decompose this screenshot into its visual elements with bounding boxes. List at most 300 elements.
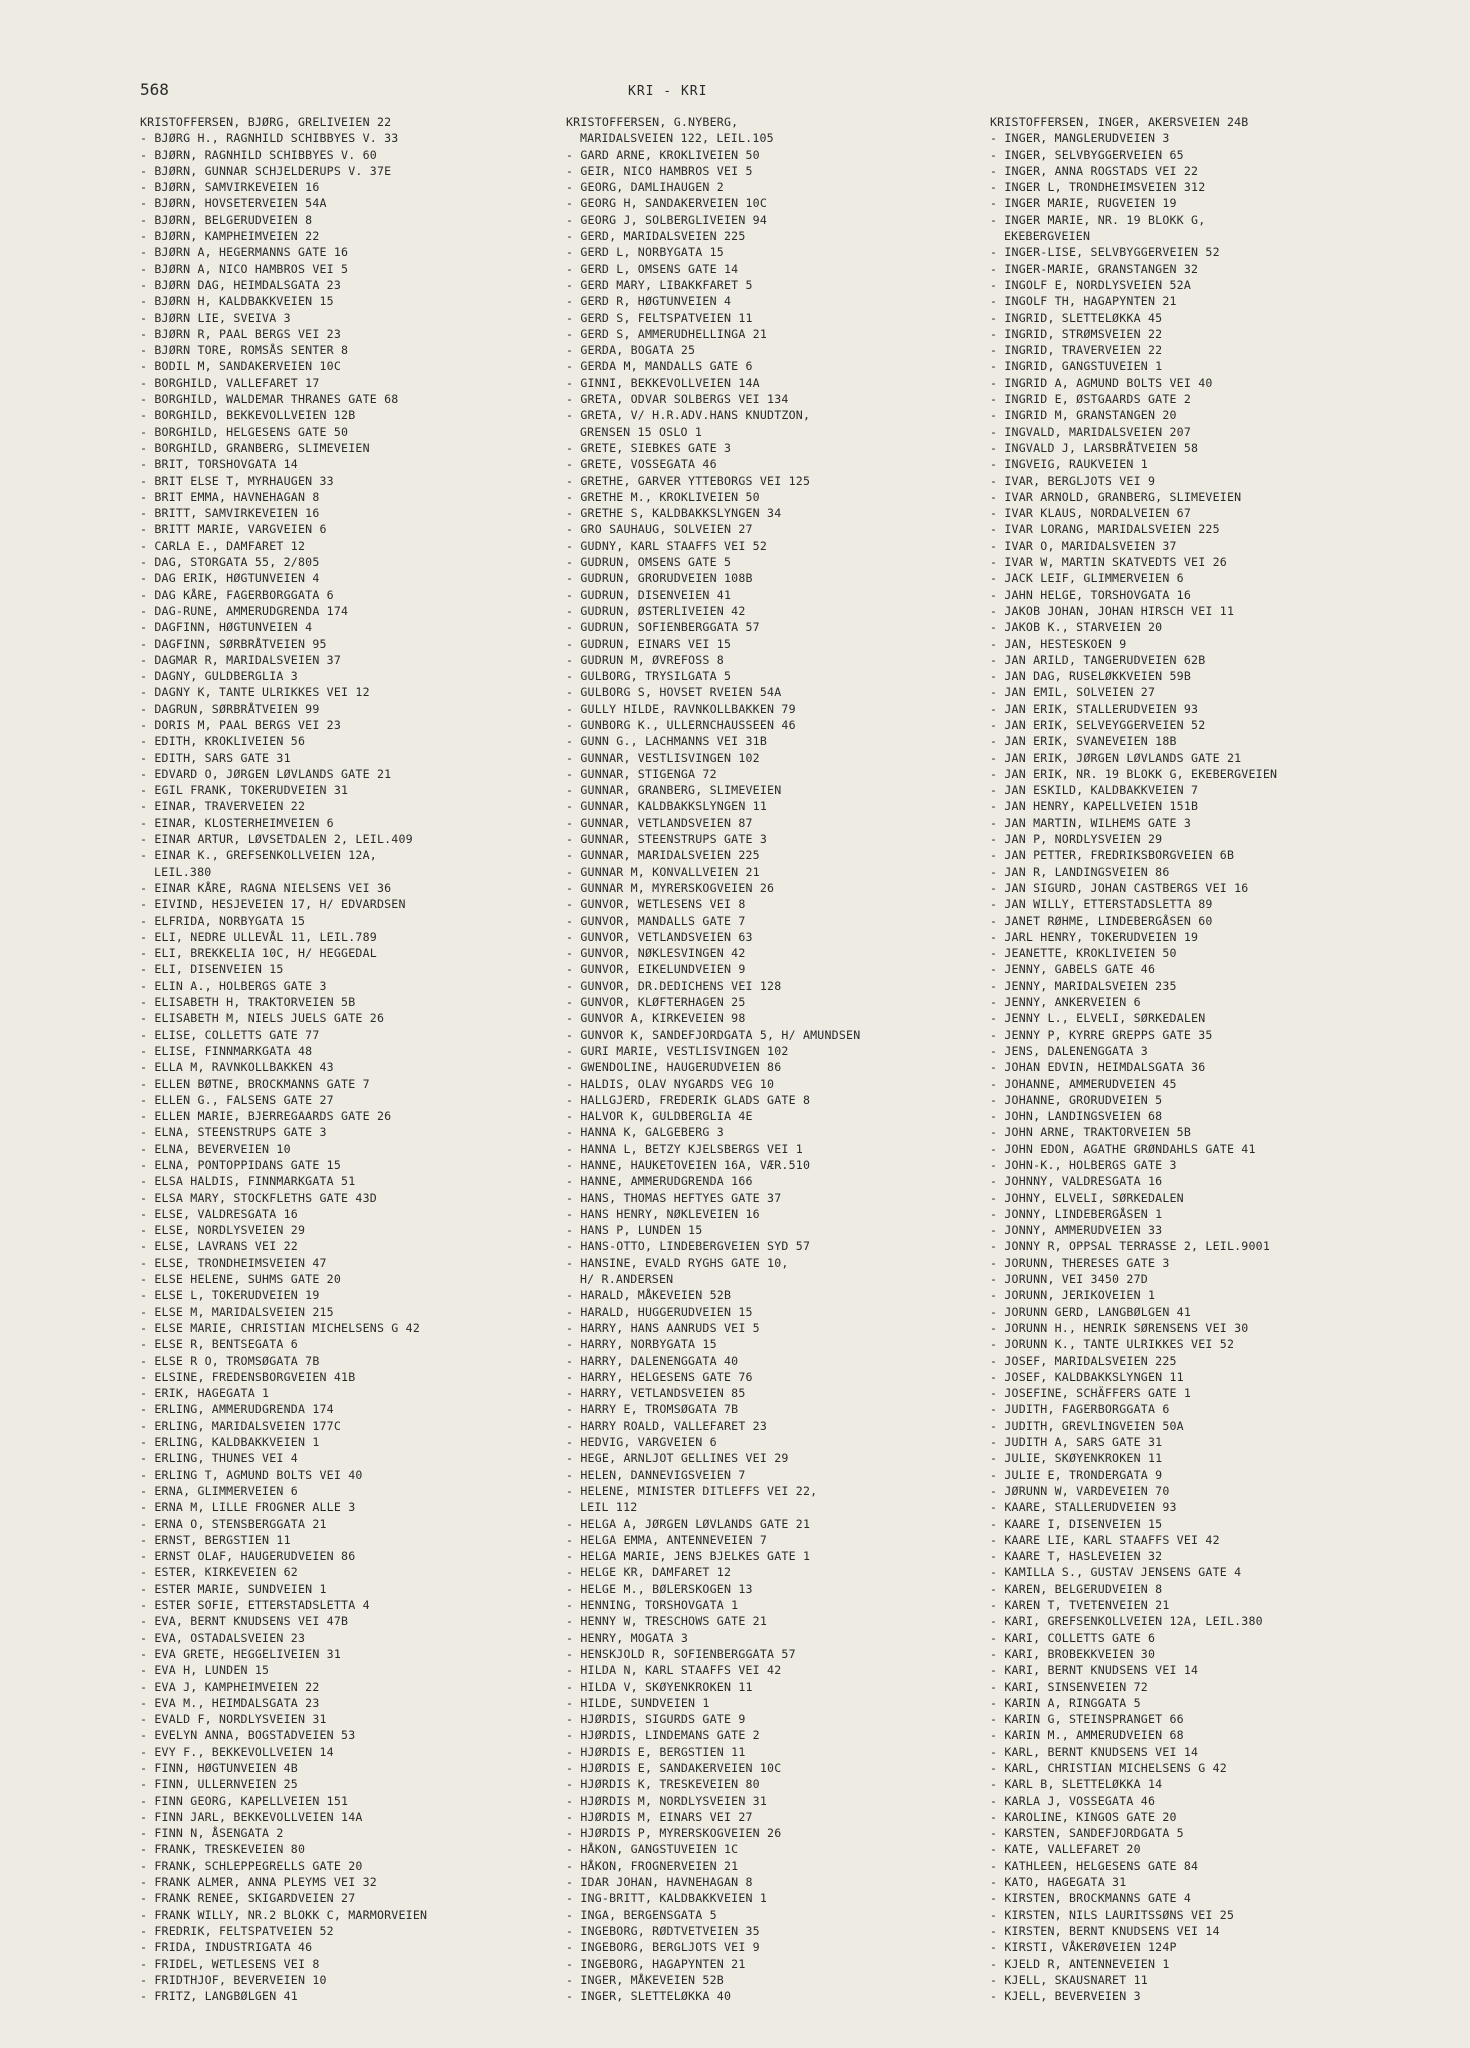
directory-entry: - HANS HENRY, NØKLEVEIEN 16 [566, 1206, 760, 1221]
directory-entry: - GUDRUN, GRORUDVEIEN 108B [566, 571, 753, 586]
directory-entry: - GRETHE M., KROKLIVEIEN 50 [566, 489, 760, 504]
directory-entry: - JACK LEIF, GLIMMERVEIEN 6 [990, 571, 1184, 586]
directory-entry: - GUNVOR K, SANDEFJORDGATA 5, H/ AMUNDSEN [566, 1027, 861, 1042]
directory-entry: - GUNVOR, KLØFTERHAGEN 25 [566, 995, 746, 1010]
directory-entry: - JOHANNE, GRORUDVEIEN 5 [990, 1092, 1163, 1107]
directory-entry: - GUNVOR, EIKELUNDVEIEN 9 [566, 962, 746, 977]
directory-entry: - ELSE MARIE, CHRISTIAN MICHELSENS G 42 [140, 1320, 421, 1335]
directory-entry: - BODIL M, SANDAKERVEIEN 10C [140, 359, 342, 374]
directory-entry: - ELI, DISENVEIEN 15 [140, 962, 284, 977]
directory-entry: - JARL HENRY, TOKERUDVEIEN 19 [990, 929, 1199, 944]
directory-entry: - EVA, OSTADALSVEIEN 23 [140, 1630, 306, 1645]
directory-entry: - GUNVOR, WETLESENS VEI 8 [566, 897, 746, 912]
directory-entry: - IDAR JOHAN, HAVNEHAGAN 8 [566, 1875, 753, 1890]
directory-entry: - ERNST, BERGSTIEN 11 [140, 1532, 291, 1547]
directory-entry: - ELSE M, MARIDALSVEIEN 215 [140, 1304, 334, 1319]
directory-entry: - GERD S, AMMERUDHELLINGA 21 [566, 326, 768, 341]
directory-entry: - JENNY, GABELS GATE 46 [990, 962, 1156, 977]
directory-entry: - ELSE, NORDLYSVEIEN 29 [140, 1223, 306, 1238]
directory-entry: - BJØRN, GUNNAR SCHJELDERUPS V. 37E [140, 163, 392, 178]
directory-entry: - ERNA M, LILLE FROGNER ALLE 3 [140, 1500, 356, 1515]
directory-entry: - GUNNAR M, KONVALLVEIEN 21 [566, 864, 760, 879]
directory-entry: - ERLING, AMMERUDGRENDA 174 [140, 1402, 334, 1417]
directory-entry: - KARL B, SLETTELØKKA 14 [990, 1777, 1163, 1792]
directory-entry: - JOHANNE, AMMERUDVEIEN 45 [990, 1076, 1177, 1091]
directory-entry: - KJELL, BEVERVEIEN 3 [990, 1989, 1141, 2004]
directory-entry: KRISTOFFERSEN, BJØRG, GRELIVEIEN 22 [140, 115, 392, 129]
directory-entry: - FRANK, TRESKEVEIEN 80 [140, 1842, 306, 1857]
directory-entry: - GERD L, OMSENS GATE 14 [566, 261, 739, 276]
directory-entry: - KIRSTI, VÅKERØVEIEN 124P [990, 1940, 1177, 1955]
directory-entry: - JAN ERIK, NR. 19 BLOKK G, EKEBERGVEIEN [990, 766, 1278, 781]
directory-entry: - GUNNAR, VESTLISVINGEN 102 [566, 750, 760, 765]
directory-entry: - HARRY, VETLANDSVEIEN 85 [566, 1386, 746, 1401]
directory-entry: - EDITH, SARS GATE 31 [140, 750, 291, 765]
directory-entry: LEIL.380 [154, 864, 212, 879]
directory-entry: - JØRUNN W, VARDEVEIEN 70 [990, 1483, 1170, 1498]
directory-entry: - HELGE M., BØLERSKOGEN 13 [566, 1581, 753, 1596]
directory-entry: - HANNE, HAUKETOVEIEN 16A, VÆR.510 [566, 1158, 811, 1172]
directory-entry: - ELSE R O, TROMSØGATA 7B [140, 1353, 320, 1368]
directory-entry: - ELNA, STEENSTRUPS GATE 3 [140, 1125, 327, 1140]
directory-entry: - JAKOB K., STARVEIEN 20 [990, 620, 1163, 635]
directory-entry: - GULBORG, TRYSILGATA 5 [566, 669, 732, 684]
directory-entry: - HJØRDIS K, TRESKEVEIEN 80 [566, 1777, 760, 1792]
directory-entry: - INGER MARIE, RUGVEIEN 19 [990, 196, 1177, 211]
directory-entry: KRISTOFFERSEN, INGER, AKERSVEIEN 24B [990, 115, 1249, 129]
directory-entry: - GUDRUN, DISENVEIEN 41 [566, 587, 732, 602]
directory-entry: - INGRID E, ØSTGAARDS GATE 2 [990, 392, 1192, 407]
directory-entry: - ELSE L, TOKERUDVEIEN 19 [140, 1288, 320, 1303]
directory-entry: - HARRY, DALENENGGATA 40 [566, 1353, 739, 1368]
directory-entry: - GUNNAR, STEENSTRUPS GATE 3 [566, 832, 768, 847]
directory-entry: - JAKOB JOHAN, JOHAN HIRSCH VEI 11 [990, 603, 1235, 618]
directory-entry: - HILDE, SUNDVEIEN 1 [566, 1695, 710, 1710]
directory-entry: - INGRID, GANGSTUVEIEN 1 [990, 359, 1163, 374]
directory-entry: - FRANK WILLY, NR.2 BLOKK C, MARMORVEIEN [140, 1907, 428, 1922]
directory-entry: - DAGFINN, SØRBRÅTVEIEN 95 [140, 636, 327, 651]
directory-entry: - KIRSTEN, NILS LAURITSSØNS VEI 25 [990, 1907, 1235, 1922]
directory-entry: - KARI, COLLETTS GATE 6 [990, 1630, 1156, 1645]
directory-entry: - ERLING T, AGMUND BOLTS VEI 40 [140, 1467, 363, 1482]
directory-entry: - HJØRDIS E, BERGSTIEN 11 [566, 1744, 746, 1759]
directory-entry: - GUNBORG K., ULLERNCHAUSSEEN 46 [566, 717, 796, 732]
directory-entry: - ELSA HALDIS, FINNMARKGATA 51 [140, 1174, 356, 1189]
directory-entry: - HARALD, HUGGERUDVEIEN 15 [566, 1304, 753, 1319]
directory-entry: - DAGRUN, SØRBRÅTVEIEN 99 [140, 701, 320, 716]
directory-entry: - GERD L, NORBYGATA 15 [566, 245, 724, 260]
directory-entry: - JENNY, ANKERVEIEN 6 [990, 995, 1141, 1010]
directory-entry: - ELIN A., HOLBERGS GATE 3 [140, 978, 327, 993]
directory-entry: - GWENDOLINE, HAUGERUDVEIEN 86 [566, 1060, 782, 1075]
directory-entry: - FINN, HØGTUNVEIEN 4B [140, 1760, 298, 1775]
directory-entry: - ELISE, FINNMARKGATA 48 [140, 1043, 313, 1058]
directory-entry: - GEORG J, SOLBERGLIVEIEN 94 [566, 212, 768, 227]
directory-entry: - HARRY, HELGESENS GATE 76 [566, 1369, 753, 1384]
directory-entry: - GEORG H, SANDAKERVEIEN 10C [566, 196, 768, 211]
directory-entry: - EVA M., HEIMDALSGATA 23 [140, 1695, 320, 1710]
directory-entry: - DAGNY, GULDBERGLIA 3 [140, 669, 298, 684]
directory-entry: - JORUNN, VEI 3450 27D [990, 1272, 1148, 1287]
directory-entry: - KATE, VALLEFARET 20 [990, 1842, 1141, 1857]
directory-entry: - BRIT, TORSHOVGATA 14 [140, 457, 298, 472]
directory-entry: - BORGHILD, GRANBERG, SLIMEVEIEN [140, 440, 370, 455]
page-number: 568 [140, 80, 169, 99]
directory-entry: - JOHAN EDVIN, HEIMDALSGATA 36 [990, 1060, 1206, 1075]
directory-entry: - ERNST OLAF, HAUGERUDVEIEN 86 [140, 1549, 356, 1564]
directory-entry: - JAN PETTER, FREDRIKSBORGVEIEN 6B [990, 848, 1235, 863]
directory-entry: - JAN ERIK, SELVEYGGERVEIEN 52 [990, 717, 1206, 732]
directory-entry: - ELLEN G., FALSENS GATE 27 [140, 1092, 334, 1107]
directory-entry: - JONNY, LINDEBERGÅSEN 1 [990, 1206, 1163, 1221]
directory-entry: - HANSINE, EVALD RYGHS GATE 10, [566, 1255, 789, 1270]
directory-entry: - EVELYN ANNA, BOGSTADVEIEN 53 [140, 1728, 356, 1743]
directory-entry: - JAN P, NORDLYSVEIEN 29 [990, 832, 1163, 847]
directory-entry: - BJØRN, SAMVIRKEVEIEN 16 [140, 180, 320, 195]
directory-entry: - HARRY, HANS AANRUDS VEI 5 [566, 1320, 760, 1335]
directory-entry: - INGER, MÅKEVEIEN 52B [566, 1972, 724, 1987]
directory-entry: - DAGNY K, TANTE ULRIKKES VEI 12 [140, 685, 370, 700]
directory-entry: - JOHNNY, VALDRESGATA 16 [990, 1174, 1163, 1189]
directory-entry: - INGER L, TRONDHEIMSVEIEN 312 [990, 180, 1206, 195]
directory-entry: - HALLGJERD, FREDERIK GLADS GATE 8 [566, 1092, 811, 1107]
directory-entry: - IVAR, BERGLJOTS VEI 9 [990, 473, 1156, 488]
directory-entry: - GERD S, FELTSPATVEIEN 11 [566, 310, 753, 325]
directory-entry: - HARRY, NORBYGATA 15 [566, 1337, 717, 1352]
directory-entry: - EINAR ARTUR, LØVSETDALEN 2, LEIL.409 [140, 832, 413, 847]
directory-entry: - HEGE, ARNLJOT GELLINES VEI 29 [566, 1451, 789, 1466]
directory-entry: - HELGA MARIE, JENS BJELKES GATE 1 [566, 1549, 811, 1564]
directory-entry: - HELGE KR, DAMFARET 12 [566, 1565, 732, 1580]
directory-entry: - JAN WILLY, ETTERSTADSLETTA 89 [990, 897, 1213, 912]
directory-entry: H/ R.ANDERSEN [580, 1272, 674, 1287]
directory-entry: - GERD, MARIDALSVEIEN 225 [566, 229, 746, 244]
directory-entry: - FINN JARL, BEKKEVOLLVEIEN 14A [140, 1809, 363, 1824]
directory-entry: - HARRY ROALD, VALLEFARET 23 [566, 1418, 768, 1433]
directory-entry: - ELISABETH M, NIELS JUELS GATE 26 [140, 1011, 385, 1026]
directory-entry: - GERD R, HØGTUNVEIEN 4 [566, 294, 732, 309]
directory-entry: - GEIR, NICO HAMBROS VEI 5 [566, 163, 753, 178]
directory-entry: - BRIT EMMA, HAVNEHAGAN 8 [140, 489, 320, 504]
directory-entry: - GUDRUN, SOFIENBERGGATA 57 [566, 620, 760, 635]
directory-entry: - KIRSTEN, BERNT KNUDSENS VEI 14 [990, 1923, 1220, 1938]
directory-entry: - EVA J, KAMPHEIMVEIEN 22 [140, 1679, 320, 1694]
directory-entry: - JEANETTE, KROKLIVEIEN 50 [990, 946, 1177, 961]
directory-entry: - KATHLEEN, HELGESENS GATE 84 [990, 1858, 1199, 1873]
directory-entry: - GUNNAR, MARIDALSVEIEN 225 [566, 848, 760, 863]
directory-entry: - JANET RØHME, LINDEBERGÅSEN 60 [990, 913, 1213, 928]
directory-entry: - INGVEIG, RAUKVEIEN 1 [990, 457, 1148, 472]
directory-entry: - BORGHILD, BEKKEVOLLVEIEN 12B [140, 408, 356, 423]
directory-entry: - ERLING, THUNES VEI 4 [140, 1451, 298, 1466]
directory-entry: - KARIN A, RINGGATA 5 [990, 1695, 1141, 1710]
directory-entry: - GRETHE S, KALDBAKKSLYNGEN 34 [566, 506, 782, 521]
directory-entry: - INGER, ANNA ROGSTADS VEI 22 [990, 163, 1199, 178]
directory-entry: - JOSEF, MARIDALSVEIEN 225 [990, 1353, 1177, 1368]
directory-entry: - INGVALD J, LARSBRÅTVEIEN 58 [990, 440, 1199, 455]
directory-entry: - BJØRN A, NICO HAMBROS VEI 5 [140, 261, 349, 276]
directory-entry: LEIL 112 [580, 1500, 638, 1515]
directory-entry: - ELISE, COLLETTS GATE 77 [140, 1027, 320, 1042]
directory-entry: GRENSEN 15 OSLO 1 [580, 424, 703, 439]
directory-entry: - JAN ERIK, SVANEVEIEN 18B [990, 734, 1177, 749]
directory-entry: - EVALD F, NORDLYSVEIEN 31 [140, 1712, 327, 1727]
directory-entry: - HEDVIG, VARGVEIEN 6 [566, 1435, 717, 1450]
directory-entry: - JAN SIGURD, JOHAN CASTBERGS VEI 16 [990, 880, 1249, 895]
directory-entry: - JUDITH, FAGERBORGGATA 6 [990, 1402, 1170, 1417]
directory-entry: - HANNA K, GALGEBERG 3 [566, 1125, 724, 1140]
directory-entry: - JORUNN K., TANTE ULRIKKES VEI 52 [990, 1337, 1235, 1352]
directory-entry: - JONNY R, OPPSAL TERRASSE 2, LEIL.9001 [990, 1239, 1271, 1254]
directory-entry: - EVA, BERNT KNUDSENS VEI 47B [140, 1614, 349, 1629]
directory-entry: - ESTER MARIE, SUNDVEIEN 1 [140, 1581, 327, 1596]
directory-entry: - GUNNAR, STIGENGA 72 [566, 766, 717, 781]
directory-entry: - GINNI, BEKKEVOLLVEIEN 14A [566, 375, 760, 390]
directory-entry: - IVAR O, MARIDALSVEIEN 37 [990, 538, 1177, 553]
directory-entry: - INGER, SELVBYGGERVEIEN 65 [990, 147, 1184, 162]
directory-entry: - EINAR K., GREFSENKOLLVEIEN 12A, [140, 848, 377, 863]
directory-entry: - KAARE LIE, KARL STAAFFS VEI 42 [990, 1532, 1220, 1547]
directory-entry: - JAN, HESTESKOEN 9 [990, 636, 1127, 651]
directory-entry: - GRETHE, GARVER YTTEBORGS VEI 125 [566, 473, 811, 488]
directory-entry: - JOHN, LANDINGSVEIEN 68 [990, 1109, 1163, 1124]
directory-entry: - JAHN HELGE, TORSHOVGATA 16 [990, 587, 1192, 602]
directory-entry: - ELI, NEDRE ULLEVÅL 11, LEIL.789 [140, 929, 377, 944]
directory-entry: - FINN, ULLERNVEIEN 25 [140, 1777, 298, 1792]
directory-entry: - BRITT, SAMVIRKEVEIEN 16 [140, 506, 320, 521]
directory-entry: - HELEN, DANNEVIGSVEIEN 7 [566, 1467, 746, 1482]
directory-entry: - DORIS M, PAAL BERGS VEI 23 [140, 717, 342, 732]
directory-entry: - ELNA, BEVERVEIEN 10 [140, 1141, 291, 1156]
directory-entry: - IVAR ARNOLD, GRANBERG, SLIMEVEIEN [990, 489, 1242, 504]
directory-entry: - JOSEF, KALDBAKKSLYNGEN 11 [990, 1369, 1184, 1384]
directory-entry: - BRIT ELSE T, MYRHAUGEN 33 [140, 473, 334, 488]
directory-entry: - ELSE, VALDRESGATA 16 [140, 1206, 298, 1221]
directory-column-2 [566, 114, 991, 2004]
directory-entry: - HÅKON, FROGNERVEIEN 21 [566, 1858, 739, 1873]
directory-entry: - HALVOR K, GULDBERGLIA 4E [566, 1109, 753, 1124]
directory-entry: - DAGFINN, HØGTUNVEIEN 4 [140, 620, 313, 635]
directory-entry: - INGRID M, GRANSTANGEN 20 [990, 408, 1177, 423]
directory-entry: - ELLA M, RAVNKOLLBAKKEN 43 [140, 1060, 334, 1075]
directory-entry: - BJØRN TORE, ROMSÅS SENTER 8 [140, 343, 349, 358]
directory-entry: - JORUNN H., HENRIK SØRENSENS VEI 30 [990, 1320, 1249, 1335]
directory-entry: - HALDIS, OLAV NYGARDS VEG 10 [566, 1076, 775, 1091]
directory-entry: - ELSINE, FREDENSBORGVEIEN 41B [140, 1369, 356, 1384]
directory-entry: - CARLA E., DAMFARET 12 [140, 538, 306, 553]
directory-entry: - HANS-OTTO, LINDEBERGVEIEN SYD 57 [566, 1239, 811, 1254]
directory-entry: - ELLEN MARIE, BJERREGAARDS GATE 26 [140, 1109, 392, 1124]
directory-entry: - BJØRN DAG, HEIMDALSGATA 23 [140, 277, 342, 292]
directory-entry: - BJØRG H., RAGNHILD SCHIBBYES V. 33 [140, 131, 399, 146]
directory-entry: - BJØRN H, KALDBAKKVEIEN 15 [140, 294, 334, 309]
directory-entry: - DAG ERIK, HØGTUNVEIEN 4 [140, 571, 320, 586]
directory-entry: - KAROLINE, KINGOS GATE 20 [990, 1809, 1177, 1824]
directory-entry: - INGA, BERGENSGATA 5 [566, 1907, 717, 1922]
directory-entry: - DAG KÅRE, FAGERBORGGATA 6 [140, 587, 334, 602]
directory-entry: - IVAR KLAUS, NORDALVEIEN 67 [990, 506, 1192, 521]
directory-entry: - KARI, GREFSENKOLLVEIEN 12A, LEIL.380 [990, 1614, 1263, 1629]
directory-entry: - ELNA, PONTOPPIDANS GATE 15 [140, 1158, 342, 1172]
directory-entry: - JORUNN, THERESES GATE 3 [990, 1255, 1170, 1270]
directory-entry: - ELLEN BØTNE, BROCKMANNS GATE 7 [140, 1076, 370, 1091]
directory-entry: - JAN MARTIN, WILHEMS GATE 3 [990, 815, 1192, 830]
directory-entry: - HENNY W, TRESCHOWS GATE 21 [566, 1614, 768, 1629]
directory-entry: - KAREN, BELGERUDVEIEN 8 [990, 1581, 1163, 1596]
directory-entry: - HANNA L, BETZY KJELSBERGS VEI 1 [566, 1141, 803, 1156]
directory-entry: - JAN ERIK, STALLERUDVEIEN 93 [990, 701, 1199, 716]
directory-entry: - INGER-LISE, SELVBYGGERVEIEN 52 [990, 245, 1220, 260]
directory-entry: - GUNVOR A, KIRKEVEIEN 98 [566, 1011, 746, 1026]
running-header: KRI - KRI [628, 84, 708, 99]
directory-entry: - INGRID A, AGMUND BOLTS VEI 40 [990, 375, 1213, 390]
directory-entry: - HENSKJOLD R, SOFIENBERGGATA 57 [566, 1646, 796, 1661]
directory-entry: - EVA GRETE, HEGGELIVEIEN 31 [140, 1646, 342, 1661]
directory-entry: - BORGHILD, WALDEMAR THRANES GATE 68 [140, 392, 399, 407]
directory-entry: - BJØRN, RAGNHILD SCHIBBYES V. 60 [140, 147, 377, 162]
directory-entry: - GURI MARIE, VESTLISVINGEN 102 [566, 1043, 789, 1058]
directory-entry: - JENS, DALENENGGATA 3 [990, 1043, 1148, 1058]
directory-entry: - INGRID, SLETTELØKKA 45 [990, 310, 1163, 325]
directory-entry: - FRANK, SCHLEPPEGRELLS GATE 20 [140, 1858, 363, 1873]
directory-entry: - GERDA, BOGATA 25 [566, 343, 696, 358]
directory-entry: - JOHN-K., HOLBERGS GATE 3 [990, 1158, 1177, 1172]
directory-entry: - HARRY E, TROMSØGATA 7B [566, 1402, 739, 1417]
directory-entry: - IVAR W, MARTIN SKATVEDTS VEI 26 [990, 555, 1227, 570]
directory-entry: - KAARE T, HASLEVEIEN 32 [990, 1549, 1163, 1564]
directory-entry: - HENRY, MOGATA 3 [566, 1630, 689, 1645]
directory-entry: - HANNE, AMMERUDGRENDA 166 [566, 1174, 753, 1189]
directory-entry: - GUNNAR M, MYRERSKOGVEIEN 26 [566, 880, 775, 895]
directory-entry: - JAN ESKILD, KALDBAKKVEIEN 7 [990, 783, 1199, 798]
directory-entry: - INGER-MARIE, GRANSTANGEN 32 [990, 261, 1199, 276]
directory-entry: - FINN N, ÅSENGATA 2 [140, 1826, 284, 1841]
directory-entry: - EINAR KÅRE, RAGNA NIELSENS VEI 36 [140, 880, 392, 895]
directory-entry: - EINAR, TRAVERVEIEN 22 [140, 799, 306, 814]
directory-entry: - EVY F., BEKKEVOLLVEIEN 14 [140, 1744, 334, 1759]
directory-entry: - BJØRN, KAMPHEIMVEIEN 22 [140, 229, 320, 244]
directory-entry: - INGOLF E, NORDLYSVEIEN 52A [990, 277, 1192, 292]
directory-entry: - ESTER, KIRKEVEIEN 62 [140, 1565, 298, 1580]
directory-entry: - BJØRN A, HEGERMANNS GATE 16 [140, 245, 349, 260]
directory-entry: - KJELD R, ANTENNEVEIEN 1 [990, 1956, 1170, 1971]
directory-entry: - KAARE, STALLERUDVEIEN 93 [990, 1500, 1177, 1515]
directory-entry: - GRETA, V/ H.R.ADV.HANS KNUDTZON, [566, 408, 811, 423]
directory-entry: - ERIK, HAGEGATA 1 [140, 1386, 270, 1401]
directory-entry: - JOHNY, ELVELI, SØRKEDALEN [990, 1190, 1184, 1205]
directory-entry: - GUNN G., LACHMANNS VEI 31B [566, 734, 768, 749]
directory-entry: - ERLING, MARIDALSVEIEN 177C [140, 1418, 342, 1433]
directory-entry: EKEBERGVEIEN [1004, 229, 1091, 244]
directory-entry: - EINAR, KLOSTERHEIMVEIEN 6 [140, 815, 334, 830]
directory-entry: - INGOLF TH, HAGAPYNTEN 21 [990, 294, 1177, 309]
directory-entry: - JENNY P, KYRRE GREPPS GATE 35 [990, 1027, 1213, 1042]
directory-entry: - KARL, CHRISTIAN MICHELSENS G 42 [990, 1760, 1227, 1775]
directory-entry: - GUNVOR, MANDALLS GATE 7 [566, 913, 746, 928]
directory-entry: - KIRSTEN, BROCKMANNS GATE 4 [990, 1891, 1192, 1906]
directory-entry: - INGEBORG, HAGAPYNTEN 21 [566, 1956, 746, 1971]
directory-entry: - JAN R, LANDINGSVEIEN 86 [990, 864, 1170, 879]
directory-column-3 [990, 114, 1415, 2004]
directory-entry: - KAMILLA S., GUSTAV JENSENS GATE 4 [990, 1565, 1242, 1580]
directory-entry: - DAG-RUNE, AMMERUDGRENDA 174 [140, 603, 349, 618]
directory-entry: - GUNNAR, VETLANDSVEIEN 87 [566, 815, 753, 830]
directory-entry: - GULLY HILDE, RAVNKOLLBAKKEN 79 [566, 701, 796, 716]
directory-entry: - KARIN G, STEINSPRANGET 66 [990, 1712, 1184, 1727]
directory-entry: - FREDRIK, FELTSPATVEIEN 52 [140, 1923, 334, 1938]
directory-entry: - FRANK ALMER, ANNA PLEYMS VEI 32 [140, 1875, 377, 1890]
directory-entry: - ELFRIDA, NORBYGATA 15 [140, 913, 306, 928]
directory-entry: - HJØRDIS E, SANDAKERVEIEN 10C [566, 1760, 782, 1775]
directory-entry: - INGRID, STRØMSVEIEN 22 [990, 326, 1163, 341]
directory-entry: - EDITH, KROKLIVEIEN 56 [140, 734, 306, 749]
directory-entry: - ELISABETH H, TRAKTORVEIEN 5B [140, 995, 356, 1010]
directory-entry: - JOHN EDON, AGATHE GRØNDAHLS GATE 41 [990, 1141, 1256, 1156]
directory-entry: - JORUNN GERD, LANGBØLGEN 41 [990, 1304, 1192, 1319]
directory-entry: - INGER, MANGLERUDVEIEN 3 [990, 131, 1170, 146]
directory-entry: - BJØRN, HOVSETERVEIEN 54A [140, 196, 327, 211]
directory-entry: - HELENE, MINISTER DITLEFFS VEI 22, [566, 1483, 818, 1498]
directory-entry: - EGIL FRANK, TOKERUDVEIEN 31 [140, 783, 349, 798]
directory-column-1 [140, 114, 565, 2004]
directory-entry: - KARIN M., AMMERUDVEIEN 68 [990, 1728, 1184, 1743]
directory-entry: - GUDRUN, EINARS VEI 15 [566, 636, 732, 651]
directory-entry: - GRO SAUHAUG, SOLVEIEN 27 [566, 522, 753, 537]
directory-entry: - GUDRUN M, ØVREFOSS 8 [566, 652, 724, 667]
directory-entry: - HJØRDIS M, NORDLYSVEIEN 31 [566, 1793, 768, 1808]
directory-entry: - FRITZ, LANGBØLGEN 41 [140, 1989, 298, 2004]
directory-entry: - GUNVOR, NØKLESVINGEN 42 [566, 946, 746, 961]
directory-entry: - DAGMAR R, MARIDALSVEIEN 37 [140, 652, 342, 667]
directory-entry: - BORGHILD, VALLEFARET 17 [140, 375, 320, 390]
directory-entry: - KARI, SINSENVEIEN 72 [990, 1679, 1148, 1694]
directory-entry: - GUDRUN, ØSTERLIVEIEN 42 [566, 603, 746, 618]
directory-entry: - BRITT MARIE, VARGVEIEN 6 [140, 522, 327, 537]
directory-entry: - ERNA, GLIMMERVEIEN 6 [140, 1483, 298, 1498]
directory-entry: - HANS, THOMAS HEFTYES GATE 37 [566, 1190, 782, 1205]
directory-entry: - HENNING, TORSHOVGATA 1 [566, 1598, 739, 1613]
directory-entry: - INGER MARIE, NR. 19 BLOKK G, [990, 212, 1206, 227]
directory-entry: - BJØRN LIE, SVEIVA 3 [140, 310, 291, 325]
directory-entry: - GRETA, ODVAR SOLBERGS VEI 134 [566, 392, 789, 407]
directory-entry: - KJELL, SKAUSNARET 11 [990, 1972, 1148, 1987]
directory-entry: - ING-BRITT, KALDBAKKVEIEN 1 [566, 1891, 768, 1906]
directory-entry: - JUDITH, GREVLINGVEIEN 50A [990, 1418, 1184, 1433]
directory-entry: - GUNNAR, KALDBAKKSLYNGEN 11 [566, 799, 768, 814]
directory-entry: - HJØRDIS M, EINARS VEI 27 [566, 1809, 753, 1824]
directory-entry: - JULIE E, TRONDERGATA 9 [990, 1467, 1163, 1482]
directory-entry: - JENNY L., ELVELI, SØRKEDALEN [990, 1011, 1206, 1026]
directory-entry: - ELSA MARY, STOCKFLETHS GATE 43D [140, 1190, 377, 1205]
directory-entry: - HJØRDIS, LINDEMANS GATE 2 [566, 1728, 760, 1743]
directory-entry: - KAREN T, TVETENVEIEN 21 [990, 1598, 1170, 1613]
directory-entry: - BJØRN, BELGERUDVEIEN 8 [140, 212, 313, 227]
directory-entry: - HELGA A, JØRGEN LØVLANDS GATE 21 [566, 1516, 811, 1531]
directory-entry: - JAN HENRY, KAPELLVEIEN 151B [990, 799, 1199, 814]
directory-entry: - JENNY, MARIDALSVEIEN 235 [990, 978, 1177, 993]
directory-entry: - ERNA O, STENSBERGGATA 21 [140, 1516, 327, 1531]
directory-entry: - DAG, STORGATA 55, 2/805 [140, 555, 320, 570]
directory-entry: - JOHN ARNE, TRAKTORVEIEN 5B [990, 1125, 1192, 1140]
directory-entry: - IVAR LORANG, MARIDALSVEIEN 225 [990, 522, 1220, 537]
directory-entry: - FRANK RENEE, SKIGARDVEIEN 27 [140, 1891, 356, 1906]
directory-entry: - BJØRN R, PAAL BERGS VEI 23 [140, 326, 342, 341]
directory-entry: - ELSE, TRONDHEIMSVEIEN 47 [140, 1255, 327, 1270]
directory-entry: - GEORG, DAMLIHAUGEN 2 [566, 180, 724, 195]
directory-entry: - HANS P, LUNDEN 15 [566, 1223, 703, 1238]
directory-entry: - FRIDA, INDUSTRIGATA 46 [140, 1940, 313, 1955]
directory-entry: - KATO, HAGEGATA 31 [990, 1875, 1127, 1890]
